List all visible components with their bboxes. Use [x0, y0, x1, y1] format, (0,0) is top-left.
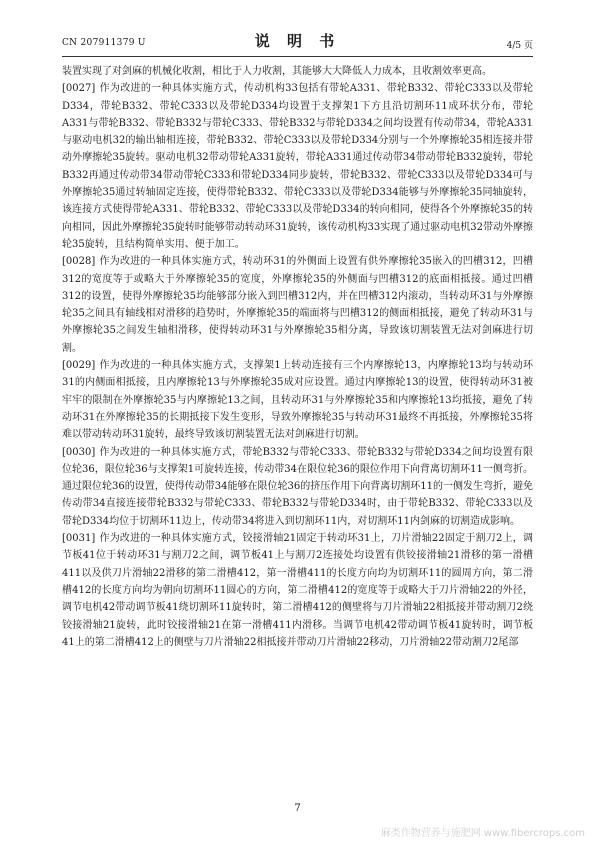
- paragraph-number: [0027]: [62, 83, 96, 95]
- paragraph-0029: [62, 357, 533, 443]
- paragraph-text: 作为改进的一种具体实施方式，转动环31的外侧面上设置有供外摩擦轮35嵌入的凹槽312，凹槽312的宽度等于或略大于外摩擦轮35的宽度，外摩擦轮35的外侧面与凹槽312的底面相抵接。通过凹槽312的设置，使得外摩擦轮35均能够部分嵌入到凹槽312内，并在凹槽312内滚动，当转动环31与外摩擦轮35之间具有轴线相对滑移的趋势时，外摩擦轮35的端面将与凹槽312的侧面相抵接，避免了转动环31与外摩擦轮35之间发生轴相滑移，使得转动环31与外摩擦轮35相分离，导致该切割装置无法对剑麻进行切割。: [62, 256, 533, 354]
- paragraph-number: [0031]: [62, 533, 96, 545]
- page-number: 7: [294, 803, 301, 814]
- paragraph-0027: [62, 80, 533, 253]
- paragraph-0030: [62, 444, 533, 530]
- publication-number: CN 207911379 U: [62, 38, 146, 48]
- paragraph-0031: [62, 530, 533, 651]
- header-divider: [62, 56, 533, 57]
- document-title: 说 明 书: [254, 32, 341, 50]
- watermark: 麻类作物营养与施肥网 www.fibercrops.com: [380, 828, 585, 839]
- paragraph-text: 装置实现了对剑麻的机械化收割，相比于人力收割，其能够大大降低人力成本，且收割效率更高。: [62, 66, 492, 77]
- paragraph-text: 作为改进的一种具体实施方式，支撑架1上转动连接有三个内摩擦轮13，内摩擦轮13均与转动环31的内侧面相抵接，且内摩擦轮13与外摩擦轮35成对应设置。通过内摩擦轮13的设置，使得转动环31被牢牢的限制在外摩擦轮35与内摩擦轮13之间，且转动环31与外摩擦轮35和内摩擦轮13均抵接，避免了转动环31在外摩擦轮35的长期抵接下发生变形，导致外摩擦轮35与转动环31最终不再抵接，外摩擦轮35将难以带动转动环31旋转，最终导致该切割装置无法对剑麻进行切割。: [62, 360, 533, 441]
- paragraph-number: [0029]: [62, 360, 96, 372]
- paragraph-number: [0028]: [62, 256, 96, 268]
- paragraph-text: 作为改进的一种具体实施方式，带轮B332与带轮C333、带轮B332与带轮D334之间均设置有限位轮36，限位轮36与支撑架1可旋转连接，传动带34在限位轮36的限位作用下向背离切割环11一侧弯折。通过限位轮36的设置，使得传动带34能够在限位轮36的挤压作用下向背离切割环11的一侧发生弯折，避免传动带34直接连接带轮B332与带轮C333、带轮B332与带轮D334时，由于带轮B332、带轮C333以及带轮D334均位于切割环11边上，传动带34将进入到切割环11内，对切割环11内剑麻的切割造成影响。: [62, 446, 533, 527]
- document-body: [62, 63, 533, 651]
- paragraph-continued: [62, 63, 533, 80]
- page-reference: 4/5 页: [506, 41, 533, 51]
- page-header: [62, 30, 533, 54]
- paragraph-0028: [62, 253, 533, 357]
- paragraph-text: 作为改进的一种具体实施方式，铰接滑轴21固定于转动环31上，刀片滑轴22固定于割刀2上，调节板41位于转动环31与割刀2之间，调节板41上与割刀2连接处均设置有供铰接滑轴21滑移的第一滑槽411以及供刀片滑轴22滑移的第二滑槽412，第一滑槽411的长度方向均为切割环11的圆周方向，第二滑槽412的长度方向均为朝向切割环11圆心的方向，第二滑槽412的宽度等于或略大于刀片滑轴22的外径，调节电机42带动调节板41绕切割环11旋转时，第二滑槽412的侧壁将与刀片滑轴22相抵接并带动割刀2绕铰接滑轴21旋转，此时铰接滑轴21在第一滑槽411内滑移。当调节电机42带动调节板41旋转时，调节板41上的第二滑槽412上的侧壁与刀片滑轴22相抵接并带动刀片滑轴22移动，刀片滑轴22带动割刀2尾部: [62, 533, 533, 648]
- paragraph-text: 作为改进的一种具体实施方式，传动机构33包括有带轮A331、带轮B332、带轮C333以及带轮D334，带轮B332、带轮C333以及带轮D334均设置于支撑架1下方且沿切割环11成环状分布，带轮A331与带轮B332、带轮B332与带轮C333、带轮B332与带轮D334之间均设置有传动带34，带轮A331与驱动电机32的输出轴相连接，带轮B332、带轮C333以及带轮D334分别与一个外摩擦轮35相连接并带动外摩擦轮35旋转。驱动电机32带动带轮A331旋转，带轮A331通过传动带34带动带轮B332旋转，带轮B332再通过传动带34带动带轮C333和带轮D334同步旋转，带轮B332、带轮C333以及带轮D334可与外摩擦轮35通过转轴固定连接，使得带轮B332、带轮C333以及带轮D334能够与外摩擦轮35同轴旋转，该连接方式使得带轮A331、带轮B332、带轮C333以及带轮D334的转向相同，使得各个外摩擦轮35的转向相同，因此外摩擦轮35旋转时能够带动转动环31旋转，该传动机构33实现了通过驱动电机32带动外摩擦轮35旋转，且结构简单实用、便于加工。: [62, 83, 533, 250]
- paragraph-number: [0030]: [62, 446, 96, 458]
